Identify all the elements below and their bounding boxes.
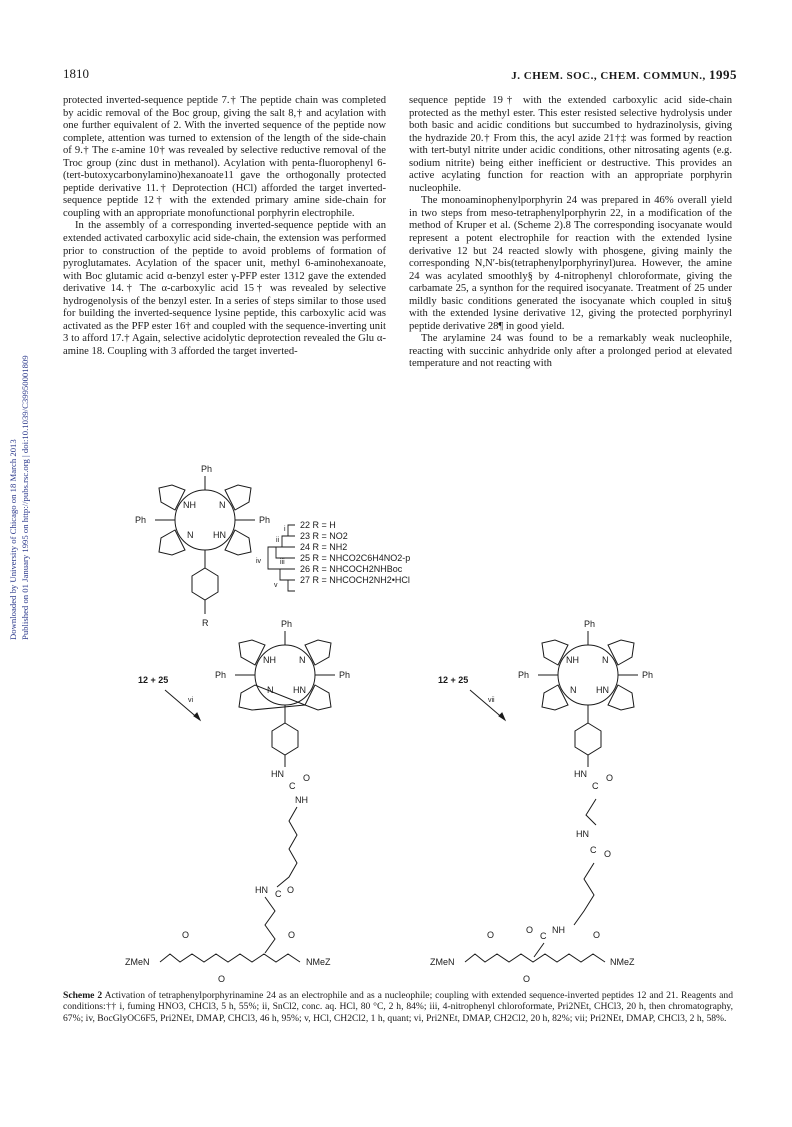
compound-22: 22 R = H (300, 520, 336, 530)
bl-urea-c: C (289, 781, 296, 791)
br-c3: C (540, 931, 547, 941)
step-vii: vii (488, 697, 495, 704)
n-label-left: N (187, 530, 194, 540)
br-bo1: O (487, 930, 495, 940)
journal-header (511, 67, 737, 83)
bl-right-ph: Ph (339, 670, 351, 680)
download-watermark (8, 300, 32, 640)
right-ph-label: Ph (259, 515, 271, 525)
step-vi: vi (188, 697, 194, 704)
br-amide-c: C (592, 781, 599, 791)
bl-n-right: N (299, 655, 306, 665)
left-paragraph-1: protected inverted-sequence peptide 7.† The peptide chain was completed by acidic removal of the Boc group, giving the salt 8,† and acylation with one further equivalent of 2. With the inverted sequence of the peptide now complete, attention was turned to extension of the length of the side-chain of 9.† The ε-amine 10† was revealed by selective reductive removal of the Troc group (zinc dust in methanol). Acylation with penta-fluorophenyl 6-(tert-butoxycarbonylamino)hexanoate11 gave the orthogonally protected peptide derivative 11.† Deprotection (HCl) afforded the target inverted-sequence peptide 12† with the extended primary amine side-chain for coupling with an appropriate monofunctional porphyrin electrophile. (63, 95, 386, 219)
br-hn-2: HN (576, 829, 589, 839)
compound-23: 23 R = NO2 (300, 531, 348, 541)
left-paragraph-2: In the assembly of a corresponding inverted-sequence peptide with an extended activated carboxylic acid side-chain, the extension was performed prior to construction of the peptide to avoid problems of formation of pyroglutamates. Acylation of the spacer unit, methyl 6-aminohexanoate, with Boc glutamic acid α-benzyl ester γ-PFP ester 1312 gave the extended derivative 14.† The α-carboxylic acid 15† was revealed by selective hydrogenolysis of the benzyl ester. In a series of steps similar to those used for building the inverted-sequence lysine peptide, this carboxylic acid was activated as the PFP ester 16† and coupled with the sequence-inverting unit 3 to afford 17.† Again, selective acidolytic deprotection revealed the Glu α-amine 18. Coupling with 3 afforded the target inverted- (63, 220, 386, 357)
journal-title: J. CHEM. SOC., CHEM. COMMUN., (511, 70, 706, 82)
porphyrin-top (135, 464, 270, 628)
top-ph-label: Ph (201, 464, 213, 474)
step-iii: iii (280, 559, 285, 566)
br-top-ph: Ph (584, 619, 596, 629)
scheme-caption (63, 990, 733, 1024)
bl-left-ph: Ph (215, 670, 227, 680)
caption-text: Activation of tetraphenylporphyrinamine 24 as an electrophile and as a nucleophile; coupling with extended sequence-inverted peptides 12 and 21. Reagents and conditions:†† i, fuming HNO3, CHCl3, 5 h, 55%; ii, SnCl2, conc. aq. HCl, 80 °C, 2 h, 84%; iii, 4-nitrophenyl chloroformate, Pri2NEt, CHCl3, 20 h, then chromatography, 67%; iv, BocGlyOC6F5, Pri2NEt, DMAP, CHCl3, 46 h, 95%; v, HCl, CH2Cl2, 1 h, quant; vi, Pri2NEt, DMAP, CH2Cl2, 20 h, 82%; vii; Pri2NEt, DMAP, CHCl3, 2 h, 58%. (63, 990, 733, 1024)
step-ii: ii (276, 537, 280, 544)
right-paragraph-3: The arylamine 24 was found to be a remarkably weak nucleophile, reacting with succinic anhydride only after a prolonged period at elevated temperature and not reacting with (409, 333, 732, 370)
left-ph-label: Ph (135, 515, 147, 525)
br-hn: HN (596, 685, 609, 695)
watermark-line-1: Downloaded by University of Chicago on 18 March 2013 (8, 439, 18, 640)
r-label: R (202, 618, 209, 628)
left-column (63, 95, 386, 358)
bl-amide-hn: HN (255, 885, 268, 895)
br-o2: O (604, 849, 612, 859)
porphyrin-peptide-right (430, 619, 653, 984)
compound-24: 24 R = NH2 (300, 542, 348, 552)
bl-nh: NH (263, 655, 276, 665)
br-bo3: O (593, 930, 601, 940)
watermark-line-2: Published on 01 January 1995 on http://pubs.rsc.org | doi:10.1039/C39950001809 (20, 355, 30, 640)
bl-hn: HN (293, 685, 306, 695)
right-column (409, 95, 732, 371)
bl-hn-urea: HN (271, 769, 284, 779)
porphyrin-peptide-left (125, 619, 350, 984)
bl-o1: O (182, 930, 190, 940)
n-label-right: N (219, 500, 226, 510)
reactants-left: 12 + 25 (138, 675, 169, 685)
caption-label: Scheme 2 (63, 990, 103, 1001)
br-n-left: N (570, 685, 577, 695)
step-iv: iv (256, 558, 262, 565)
br-c2: C (590, 845, 597, 855)
bl-o3: O (288, 930, 296, 940)
bl-zmen: ZMeN (125, 957, 150, 967)
br-amide-o: O (606, 773, 614, 783)
reaction-scheme (110, 450, 750, 985)
nh-label: NH (183, 500, 196, 510)
br-o3: O (526, 925, 534, 935)
page-number: 1810 (63, 66, 89, 81)
compound-25: 25 R = NHCO2C6H4NO2-p (300, 553, 411, 563)
br-bo2: O (523, 974, 531, 984)
br-zmen: ZMeN (430, 957, 455, 967)
br-nh: NH (566, 655, 579, 665)
peptide-backbone-left (125, 930, 331, 984)
peptide-backbone-right (430, 930, 635, 984)
step-i: i (284, 526, 286, 533)
compound-26: 26 R = NHCOCH2NHBoc (300, 564, 403, 574)
bl-urea-nh: NH (295, 795, 308, 805)
reactants-right: 12 + 25 (438, 675, 469, 685)
step-v: v (274, 582, 278, 589)
bl-urea-o: O (303, 773, 311, 783)
bl-amide-c: C (275, 889, 282, 899)
br-nmez: NMeZ (610, 957, 635, 967)
compound-27: 27 R = NHCOCH2NH2•HCl (300, 575, 410, 585)
reaction-ladder (256, 520, 410, 591)
hn-label: HN (213, 530, 226, 540)
bl-nmez: NMeZ (306, 957, 331, 967)
right-paragraph-2: The monoaminophenylporphyrin 24 was prepared in 46% overall yield in two steps from meso-tetraphenylporphyrin 22, in a modification of the method of Kruper et al. (Scheme 2).8 The corresponding isocyanate would represent a potent electrophile for reaction with the extended lysine derivative 12 but 24 reacted slowly with phosgene, giving mainly the corresponding N,N′-bis(tetraphenylporphyrinyl)urea. However, the amine 24 was acylated smoothly§ by 4-nitrophenyl chloroformate, giving the carbamate 25, a synthon for the required isocyanate. Treatment of 25 under mildly basic conditions generated the isocyanate which coupled in situ§ with the extended lysine derivative 12, giving the protected porphyrinyl peptide derivative 28¶ in good yield. (409, 195, 732, 332)
br-left-ph: Ph (518, 670, 530, 680)
bl-amide-o: O (287, 885, 295, 895)
br-n-right: N (602, 655, 609, 665)
journal-year: 1995 (709, 67, 737, 82)
bl-n-left: N (267, 685, 274, 695)
bl-o2: O (218, 974, 226, 984)
br-hn-amide: HN (574, 769, 587, 779)
bl-top-ph: Ph (281, 619, 293, 629)
br-nh-3: NH (552, 925, 565, 935)
br-right-ph: Ph (642, 670, 654, 680)
right-paragraph-1: sequence peptide 19† with the extended carboxylic acid side-chain protected as the methyl ester. This ester resisted selective hydrolysis under both basic and acidic conditions but succumbed to hydrazinolysis, giving the hydrazide 20.† From this, the acyl azide 21†‡ was formed by reaction with tert-butyl nitrite under acidic conditions, other nitrosating agents (e.g. sodium nitrite) being either inefficient or destructive. This provides an active acylating function for reaction with an appropriate porphyrin nucleophile. (409, 95, 732, 194)
